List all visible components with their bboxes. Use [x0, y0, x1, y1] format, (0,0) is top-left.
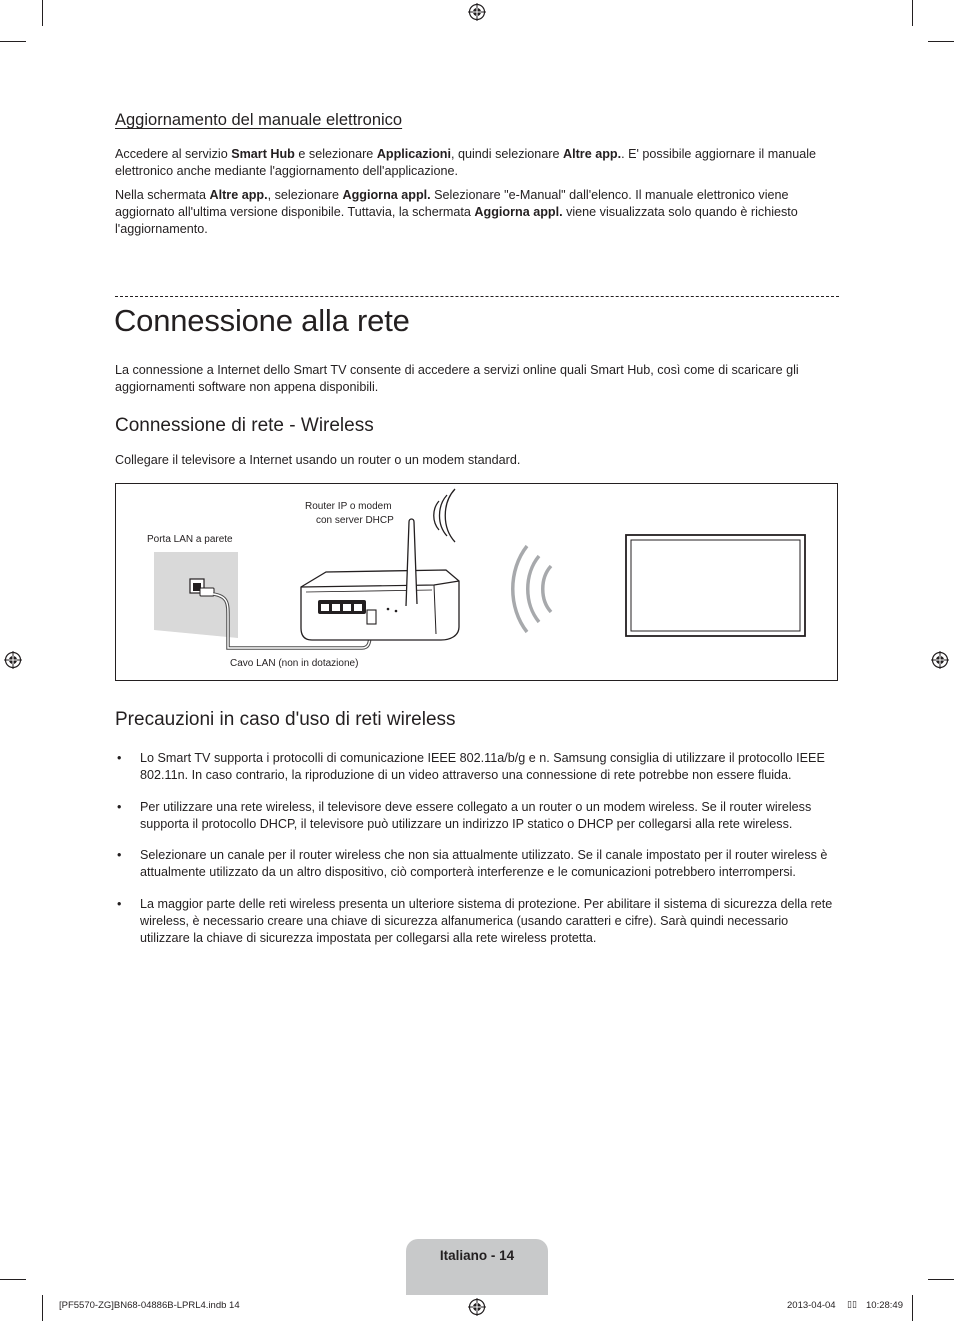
list-item-text: Lo Smart TV supporta i protocolli di comunicazione IEEE 802.11a/b/g e n. Samsung consiglia di utilizzare il protocollo IEEE 802.11n. In caso contrario, la riproduzione di un video attraverso una connessione di rete potrebbe non essere fluida.	[140, 751, 825, 782]
text-run: Nella schermata	[115, 188, 210, 202]
network-diagram	[115, 483, 838, 681]
list-item-text: Per utilizzare una rete wireless, il televisore deve essere collegato a un router o un modem wireless. Se il router wireless supporta il protocollo DHCP, il televisore può utilizzare un indirizzo IP statico o DHCP per collegarsi alla rete wireless.	[140, 799, 812, 831]
section-heading-wireless-precautions: Precauzioni in caso d'uso di reti wireless	[115, 709, 456, 730]
bold-term: Applicazioni	[376, 147, 451, 161]
bold-term: Altre app.	[209, 188, 268, 202]
list-item-text: Selezionare un canale per il router wireless che non sia attualmente utilizzato. Se il canale impostato per il router wireless è attualmente utilizzato da un altro dispositivo, ciò comporterà interferenze e le comunicazioni potrebbero interrompersi.	[140, 848, 828, 879]
bullet-point: •	[117, 799, 122, 814]
list-item	[115, 750, 840, 784]
list-item	[115, 847, 840, 881]
crop-mark	[928, 1279, 954, 1280]
registration-mark-icon	[931, 651, 949, 669]
text-run: Selezionare "e-Manual" dall'elenco. Il manuale elettronico viene aggiornato all'ultima versione disponibile. Tuttavia, la schermata	[115, 188, 789, 219]
registration-mark-icon	[468, 3, 486, 21]
network-diagram-illustration	[116, 484, 837, 680]
router-label-line2: con server DHCP	[316, 515, 394, 526]
crop-mark	[912, 1295, 913, 1321]
lan-cable-label: Cavo LAN (non in dotazione)	[230, 658, 359, 669]
section-heading-wireless: Connessione di rete - Wireless	[115, 415, 374, 436]
list-item	[115, 896, 840, 947]
footer-filename: [PF5570-ZG]BN68-04886B-LPRL4.indb 14	[59, 1300, 240, 1311]
page-title: Connessione alla rete	[114, 303, 410, 338]
crop-mark	[42, 1295, 43, 1321]
text-run: , quindi selezionare	[450, 147, 563, 161]
bold-term: Aggiorna appl.	[474, 205, 563, 219]
bullet-point: •	[117, 751, 122, 765]
bullet-point: •	[117, 848, 122, 862]
list-item	[115, 799, 840, 833]
section-heading-emanual-update: Aggiornamento del manuale elettronico	[115, 111, 403, 129]
paragraph-emanual-2	[115, 187, 840, 238]
wall-port-label: Porta LAN a parete	[147, 534, 233, 545]
crop-mark	[928, 41, 954, 42]
text-run: Accedere al servizio	[115, 147, 232, 161]
paragraph-emanual-1	[115, 146, 840, 180]
bold-term: Altre app.	[563, 147, 622, 161]
text-run: . E' possibile aggiornare il manuale elettronico anche mediante l'aggiornamento dell'applicazione.	[115, 147, 817, 178]
footer-weekday: ▯▯	[847, 1300, 857, 1310]
footer-date: 2013-04-04	[787, 1300, 836, 1311]
router-label-line1: Router IP o modem	[305, 501, 392, 512]
bold-term: Aggiorna appl.	[342, 188, 431, 202]
crop-mark	[0, 41, 26, 42]
precautions-list	[115, 750, 840, 961]
registration-mark-icon	[468, 1298, 486, 1316]
text-run: viene visualizzata solo quando è richiesto l'aggiornamento.	[115, 205, 798, 236]
footer-time: 10:28:49	[866, 1300, 903, 1311]
registration-mark-icon	[4, 651, 22, 669]
crop-mark	[0, 1279, 26, 1280]
list-item-text: La maggior parte delle reti wireless presenta un ulteriore sistema di protezione. Per abilitare il sistema di sicurezza della rete wireless, è necessario creare una chiave di sicurezza alfanumerica (usando caratteri e cifre). Sarà quindi necessario utilizzare la chiave di sicurezza impostata per collegarsi alla rete wireless protetta.	[140, 896, 833, 945]
crop-mark	[912, 0, 913, 26]
bold-term: Smart Hub	[231, 147, 295, 161]
bullet-point: •	[117, 896, 122, 911]
page-number-label: Italiano - 14	[439, 1248, 515, 1263]
text-run: e selezionare	[294, 147, 377, 161]
paragraph-network-intro: La connessione a Internet dello Smart TV consente di accedere a servizi online quali Smart Hub, così come di scaricare gli aggiornamenti software non appena disponibili.	[115, 363, 799, 394]
section-divider	[115, 296, 839, 297]
paragraph-wireless: Collegare il televisore a Internet usando un router o un modem standard.	[115, 453, 521, 467]
text-run: , selezionare	[267, 188, 343, 202]
crop-mark	[42, 0, 43, 26]
page-number-tab	[406, 1239, 548, 1295]
